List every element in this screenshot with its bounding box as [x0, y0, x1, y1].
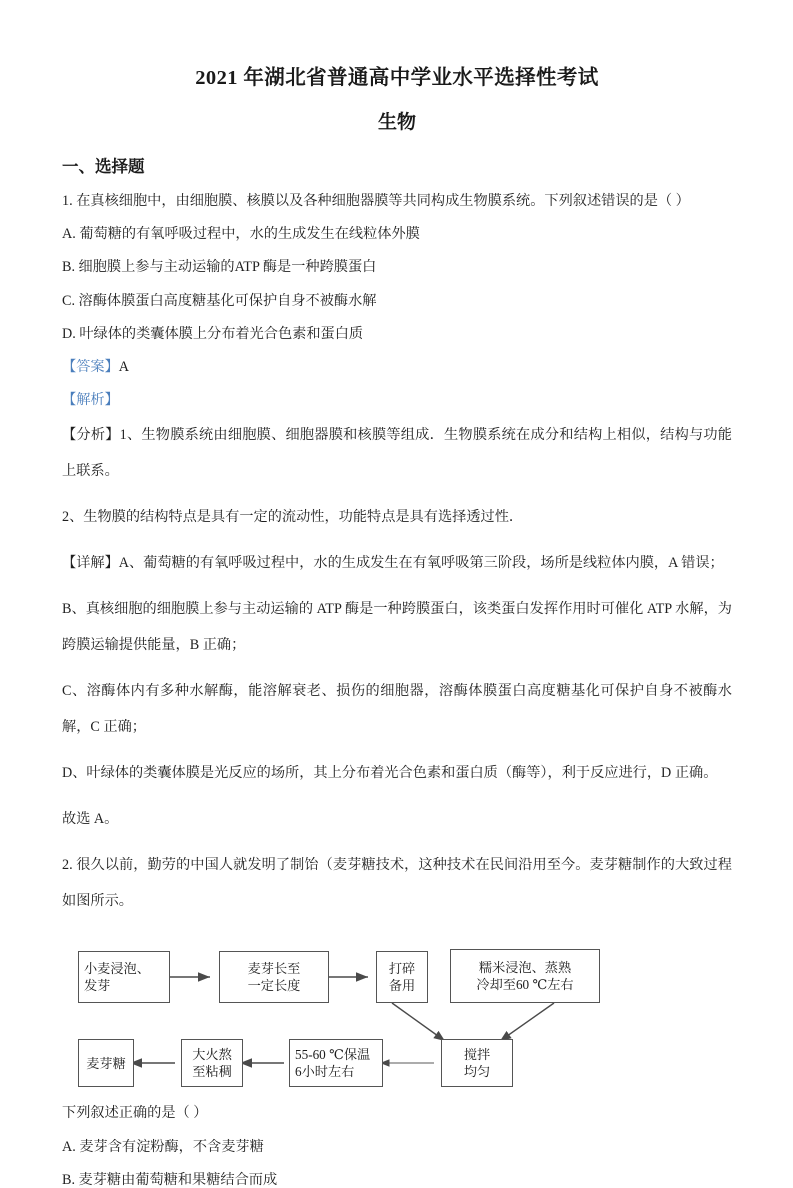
flow-node-boil-line1: 大火熬	[192, 1047, 232, 1062]
flow-node-incubate-line1: 55-60 ℃保温	[295, 1047, 371, 1062]
question-1-explanation-row	[62, 393, 732, 407]
flow-node-stir	[441, 1039, 513, 1087]
question-2-prompt: 下列叙述正确的是（ ）	[62, 1105, 208, 1122]
flow-node-rice-steam-line2: 冷却至60 ℃左右	[476, 977, 574, 993]
section-heading: 一、选择题	[62, 156, 145, 176]
flow-node-malt-growth-line1: 麦芽长至	[247, 961, 301, 976]
flow-node-malt-growth-line2: 一定长度	[247, 978, 301, 994]
flow-node-incubate	[289, 1039, 383, 1087]
analysis-paragraph-3: 【详解】A、葡萄糖的有氧呼吸过程中，水的生成发生在有氧呼吸第三阶段，场所是线粒体内膜，A 错误；	[62, 555, 724, 572]
question-1-stem: 1. 在真核细胞中，由细胞膜、核膜以及各种细胞器膜等共同构成生物膜系统。下列叙述错误的是（ ）	[62, 193, 690, 209]
analysis-paragraph-7: 故选 A。	[62, 811, 119, 828]
explanation-label: 【解析】	[62, 392, 119, 409]
question-1-option-b: B. 细胞膜上参与主动运输的ATP 酶是一种跨膜蛋白	[62, 259, 377, 276]
flow-node-crush-line1: 打碎	[388, 961, 416, 976]
question-1-option-c: C. 溶酶体膜蛋白高度糖基化可保护自身不被酶水解	[62, 292, 377, 309]
flow-node-wheat-soak-line2: 发芽	[84, 978, 111, 994]
page-content	[62, 0, 732, 1187]
flow-node-incubate-line2: 6小时左右	[295, 1064, 355, 1080]
analysis-paragraph-2: 2、生物膜的结构特点是具有一定的流动性，功能特点是具有选择透过性．	[62, 509, 524, 526]
flow-node-maltose-line1: 麦芽糖	[86, 1055, 126, 1071]
flow-node-crush	[376, 951, 428, 1003]
flow-node-stir-line1: 搅拌	[463, 1047, 491, 1062]
analysis-paragraph-6: D、叶绿体的类囊体膜是光反应的场所，其上分布着光合色素和蛋白质（酶等），利于反应进行，D 正确。	[62, 765, 718, 782]
document-subtitle: 生物	[377, 111, 416, 133]
question-2-stem: 2. 很久以前，勤劳的中国人就发明了制饴（麦芽糖技术，这种技术在民间沿用至今。麦芽糖制作的大致过程如图所示。	[62, 857, 732, 910]
maltose-process-flowchart	[62, 935, 732, 1087]
analysis-paragraph-4: B、真核细胞的细胞膜上参与主动运输的 ATP 酶是一种跨膜蛋白，该类蛋白发挥作用时可催化 ATP 水解，为跨膜运输提供能量，B 正确；	[62, 601, 732, 654]
question-2-option-b: B. 麦芽糖由葡萄糖和果糖结合而成	[62, 1171, 278, 1188]
flow-node-wheat-soak-line1: 小麦浸泡、	[84, 961, 150, 976]
question-2-option-a: A. 麦芽含有淀粉酶，不含麦芽糖	[62, 1138, 264, 1155]
flow-node-boil	[181, 1039, 243, 1087]
answer-value: A	[118, 359, 130, 376]
analysis-paragraph-1: 【分析】1、生物膜系统由细胞膜、细胞器膜和核膜等组成．生物膜系统在成分和结构上相似，结构与功能上联系。	[62, 427, 732, 480]
flow-node-crush-line2: 备用	[388, 978, 416, 994]
answer-label: 【答案】	[62, 359, 119, 376]
question-1-answer-row	[62, 360, 732, 374]
flow-node-boil-line2: 至粘稠	[192, 1064, 232, 1080]
flow-node-rice-steam-line1: 糯米浸泡、蒸熟	[478, 960, 572, 975]
question-1-option-a: A. 葡萄糖的有氧呼吸过程中，水的生成发生在线粒体外膜	[62, 226, 420, 243]
analysis-paragraph-5: C、溶酶体内有多种水解酶，能溶解衰老、损伤的细胞器，溶酶体膜蛋白高度糖基化可保护自身不被酶水解，C 正确；	[62, 683, 732, 736]
flow-node-malt-growth	[219, 951, 329, 1003]
flow-node-stir-line2: 均匀	[463, 1064, 491, 1080]
flow-node-wheat-soak	[78, 951, 170, 1003]
flow-node-maltose	[78, 1039, 134, 1087]
question-1-option-d: D. 叶绿体的类囊体膜上分布着光合色素和蛋白质	[62, 325, 364, 342]
flow-node-rice-steam	[450, 949, 600, 1003]
document-title: 2021 年湖北省普通高中学业水平选择性考试	[195, 67, 599, 89]
